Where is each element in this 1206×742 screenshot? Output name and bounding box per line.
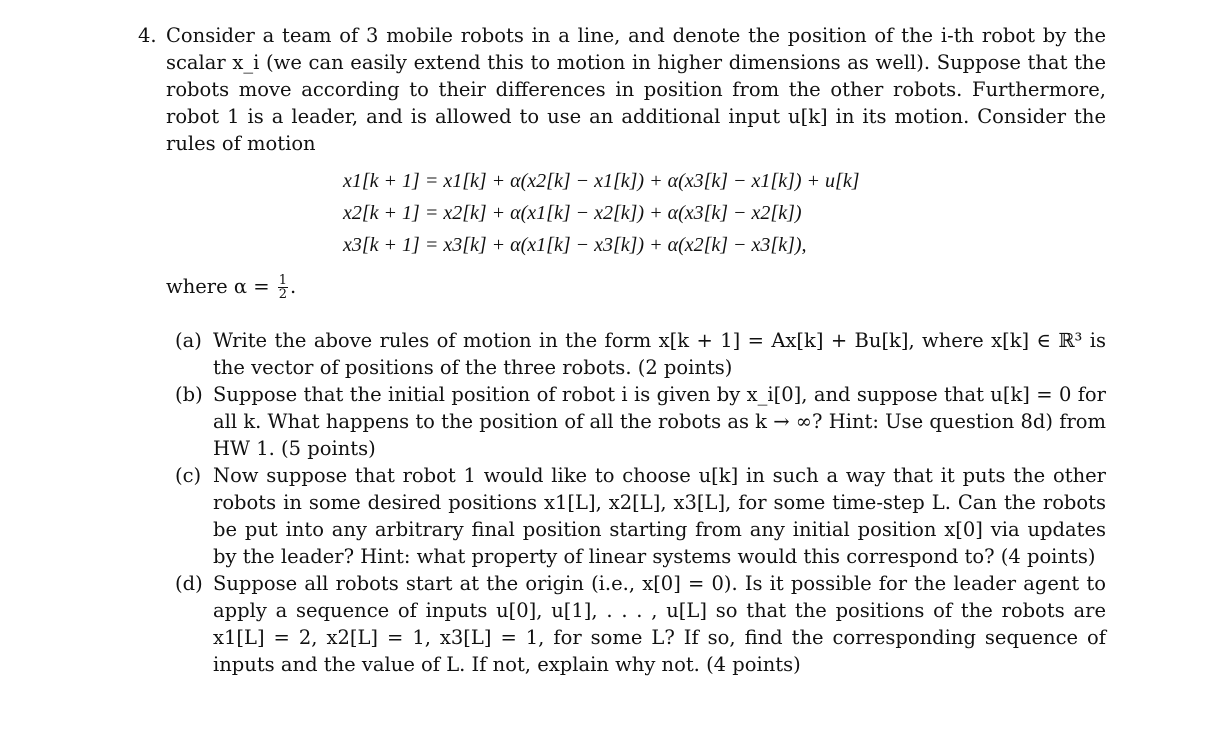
- part-a: [175, 327, 1106, 381]
- part-c: [175, 462, 1106, 570]
- part-b-text: Suppose that the initial position of robot i is given by x_i[0], and suppose that u[k] = 0 for all k. What happens to the position of all the robots as k → ∞? Hint: Use question 8d) from HW 1. (5 points): [213, 383, 1106, 460]
- problem-stem: Consider a team of 3 mobile robots in a line, and denote the position of the i-th robot by the scalar x_i (we can easily extend this to motion in higher dimensions as well). Suppose that the robots move according to their differences in position from the other robots. Furthermore, robot 1 is a leader, and is allowed to use an additional input u[k] in its motion. Consider the rules of motion: [166, 24, 1106, 155]
- alpha-definition: [166, 273, 1106, 301]
- alpha-fraction: [278, 274, 288, 301]
- part-d-label: (d): [175, 572, 203, 595]
- sub-questions: [138, 327, 1106, 678]
- part-a-label: (a): [175, 329, 202, 352]
- part-b-label: (b): [175, 383, 203, 406]
- problem-number: 4.: [138, 24, 157, 47]
- part-c-label: (c): [175, 464, 202, 487]
- equation-robot-2: x2[k + 1] = x2[k] + α(x1[k] − x2[k]) + α(x3[k] − x2[k]): [343, 202, 802, 224]
- part-b: [175, 381, 1106, 462]
- problem-4: [138, 22, 1106, 678]
- equations-block: [343, 165, 1106, 261]
- part-d: [175, 570, 1106, 678]
- equation-robot-1: x1[k + 1] = x1[k] + α(x2[k] − x1[k]) + α(x3[k] − x1[k]) + u[k]: [343, 170, 860, 192]
- part-d-text: Suppose all robots start at the origin (i.e., x[0] = 0). Is it possible for the leader agent to apply a sequence of inputs u[0], u[1], . . . , u[L] so that the positions of the robots are x1[L] = 2, x2[L] = 1, x3[L] = 1, for some L? If so, find the corresponding sequence of inputs and the value of L. If not, explain why not. (4 points): [213, 572, 1106, 676]
- equation-robot-3: x3[k + 1] = x3[k] + α(x1[k] − x3[k]) + α(x2[k] − x3[k]),: [343, 234, 807, 256]
- fraction-denominator: 2: [278, 287, 288, 302]
- part-a-text: Write the above rules of motion in the form x[k + 1] = Ax[k] + Bu[k], where x[k] ∈ ℝ³ is the vector of positions of the three robots. (2 points): [213, 329, 1106, 379]
- alpha-prefix: where α =: [166, 275, 270, 298]
- fraction-numerator: 1: [278, 273, 288, 288]
- alpha-suffix: .: [290, 275, 297, 298]
- part-c-text: Now suppose that robot 1 would like to choose u[k] in such a way that it puts the other robots in some desired positions x1[L], x2[L], x3[L], for some time-step L. Can the robots be put into any arbitrary final position starting from any initial position x[0] via updates by the leader? Hint: what property of linear systems would this correspond to? (4 points): [213, 464, 1106, 568]
